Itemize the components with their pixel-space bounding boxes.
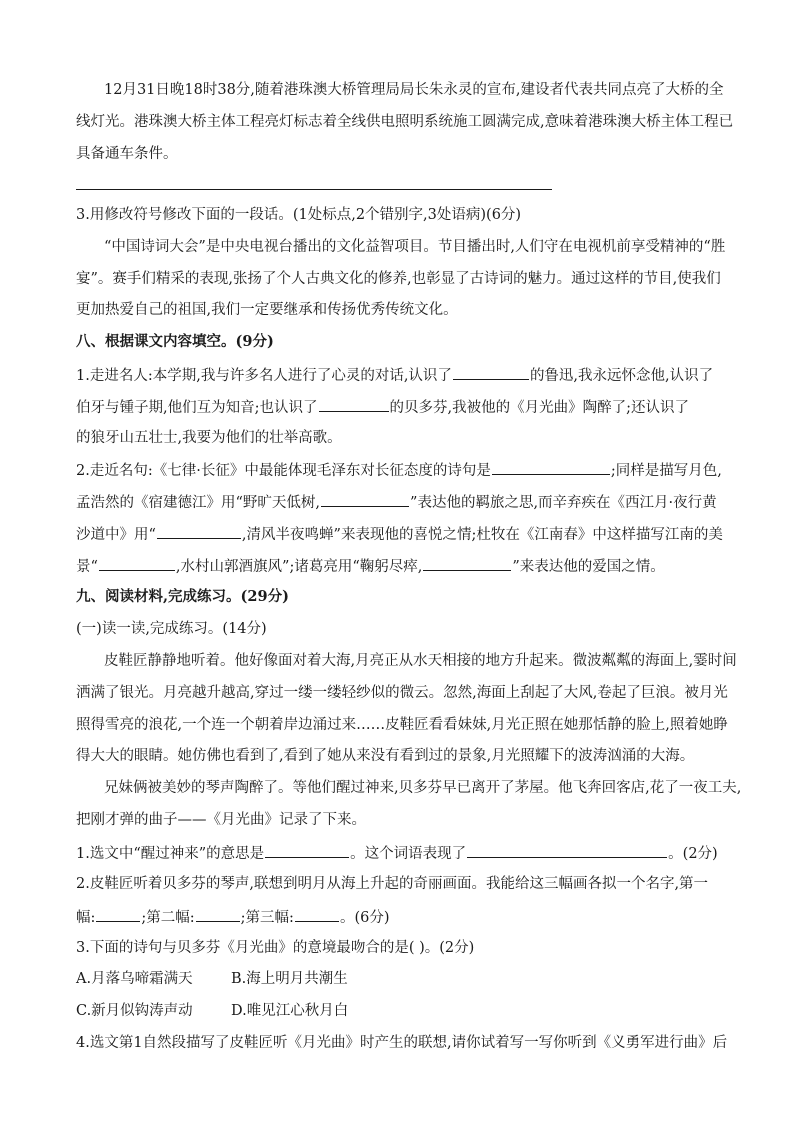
fill-blank[interactable] <box>453 364 529 380</box>
s8-q2-line <box>76 491 717 513</box>
fill-blank[interactable] <box>295 906 339 922</box>
s8-q1-text: 1.走进名人:本学期,我与许多名人进行了心灵的对话,认识了 <box>76 368 452 384</box>
paragraph-line: 具备通车条件。 <box>76 146 178 162</box>
s9-q4-line: 4.选文第1自然段描写了皮鞋匠听《月光曲》时产生的联想,请你试着写一写你听到《义勇军进行曲》后 <box>76 1035 728 1051</box>
passage-line: 把刚才弹的曲子——《月光曲》记录了下来。 <box>76 812 366 828</box>
s8-q2-text: ,清风半夜鸣蝉”来表现他的喜悦之情;杜牧在《江南春》中这样描写江南的美 <box>241 527 723 543</box>
s9-q2-text: ;第二幅: <box>141 910 195 926</box>
section-9-subheading: (一)读一读,完成练习。(14分) <box>76 621 267 637</box>
s9-q2-text: ;第三幅: <box>240 910 294 926</box>
s8-q1-line <box>76 396 689 418</box>
passage-line: 洒满了银光。月亮越升越高,穿过一缕一缕轻纱似的微云。忽然,海面上刮起了大风,卷起了巨浪。被月光 <box>76 685 728 701</box>
s9-q1-line <box>76 842 718 864</box>
s9-q1-text: 。(2分) <box>668 846 718 862</box>
question-3-text-line: 宴”。赛手们精采的表现,张扬了个人古典文化的修养,也彰显了古诗词的魅力。通过这样的节目,使我们 <box>76 271 721 287</box>
s9-q2-text: 幅: <box>76 910 96 926</box>
fill-blank[interactable] <box>265 842 349 858</box>
s9-q3-stem: 3.下面的诗句与贝多芬《月光曲》的意境最吻合的是( )。(2分) <box>76 940 475 956</box>
s8-q2-line <box>76 523 723 545</box>
fill-blank[interactable] <box>319 396 389 412</box>
section-8-heading: 八、根据课文内容填空。(9分) <box>76 333 274 350</box>
s8-q2-line <box>76 555 665 577</box>
s9-q1-text: 1.选文中“醒过神来”的意思是 <box>76 846 265 862</box>
passage-line: 得大大的眼睛。她仿佛也看到了,看到了她从来没有看到过的景象,月光照耀下的波涛汹涌的大海。 <box>76 748 695 764</box>
s8-q1-text: 伯牙与锺子期,他们互为知音;也认识了 <box>76 400 318 416</box>
option-c[interactable]: C.新月似钩涛声动 <box>76 1003 193 1019</box>
question-3-text-line: “中国诗词大会”是中央电视台播出的文化益智项目。节目播出时,人们守在电视机前享受精神的“胜 <box>104 239 726 255</box>
passage-line: 兄妹俩被美妙的琴声陶醉了。等他们醒过神来,贝多芬早已离开了茅屋。他飞奔回客店,花了一夜工夫, <box>104 780 742 796</box>
fill-blank[interactable] <box>321 491 409 507</box>
s9-q2-text: 。(6分) <box>339 910 390 926</box>
s9-q3-options-row <box>76 1001 348 1021</box>
fill-blank[interactable] <box>492 459 610 475</box>
passage-line: 皮鞋匠静静地听着。他好像面对着大海,月亮正从水天相接的地方升起来。微波粼粼的海面上,霎时间 <box>104 653 737 669</box>
answer-line[interactable] <box>76 189 552 190</box>
s9-q2-line: 2.皮鞋匠听着贝多芬的琴声,联想到明月从海上升起的奇丽画面。我能给这三幅画各拟一个名字,第一 <box>76 876 709 892</box>
s8-q2-text: ”表达他的羁旅之思,而辛弃疾在《西江月·夜行黄 <box>410 495 717 511</box>
s8-q2-text: ;同样是描写月色, <box>610 463 722 479</box>
option-d[interactable]: D.唯见江心秋月白 <box>231 1003 349 1019</box>
s8-q2-text: ,水村山郭酒旗风”;诸葛亮用“鞠躬尽瘁, <box>175 559 423 575</box>
s9-q3-options-row <box>76 969 348 989</box>
s9-q1-text: 。这个词语表现了 <box>350 846 467 862</box>
s8-q1-text: 的鲁迅,我永远怀念他,认识了 <box>529 368 714 384</box>
s8-q2-text: 孟浩然的《宿建德江》用“野旷天低树, <box>76 495 321 511</box>
passage-line: 照得雪亮的浪花,一个连一个朝着岸边涌过来……皮鞋匠看看妹妹,月光正照在她那恬静的脸上,照着她睁 <box>76 717 728 733</box>
s8-q1-line <box>76 364 713 386</box>
paragraph-line: 12月31日晚18时38分,随着港珠澳大桥管理局局长朱永灵的宣布,建设者代表共同点亮了大桥的全 <box>104 82 724 98</box>
fill-blank[interactable] <box>196 906 240 922</box>
option-a[interactable]: A.月落乌啼霜满天 <box>76 971 193 987</box>
question-3-title: 3.用修改符号修改下面的一段话。(1处标点,2个错别字,3处语病)(6分) <box>76 207 522 223</box>
fill-blank[interactable] <box>99 555 175 571</box>
section-9-heading: 九、阅读材料,完成练习。(29分) <box>76 588 289 605</box>
s9-q2-line <box>76 906 390 928</box>
fill-blank[interactable] <box>96 906 140 922</box>
option-b[interactable]: B.海上明月共潮生 <box>231 971 348 987</box>
s8-q2-line <box>76 459 722 481</box>
paragraph-line: 线灯光。港珠澳大桥主体工程亮灯标志着全线供电照明系统施工圆满完成,意味着港珠澳大桥主体工程已 <box>76 114 734 130</box>
fill-blank[interactable] <box>467 842 667 858</box>
s8-q2-text: 景“ <box>76 559 98 575</box>
question-3-text-line: 更加热爱自己的祖国,我们一定要继承和传扬优秀传统文化。 <box>76 302 458 318</box>
s8-q2-text: ”来表达他的爱国之情。 <box>512 559 665 575</box>
s8-q1-line: 的狼牙山五壮士,我要为他们的壮举高歌。 <box>76 430 342 446</box>
s8-q1-text: 的贝多芬,我被他的《月光曲》陶醉了;还认识了 <box>389 400 689 416</box>
s8-q2-text: 2.走近名句:《七律·长征》中最能体现毛泽东对长征态度的诗句是 <box>76 463 491 479</box>
s8-q2-text: 沙道中》用“ <box>76 527 156 543</box>
fill-blank[interactable] <box>423 555 511 571</box>
fill-blank[interactable] <box>157 523 241 539</box>
